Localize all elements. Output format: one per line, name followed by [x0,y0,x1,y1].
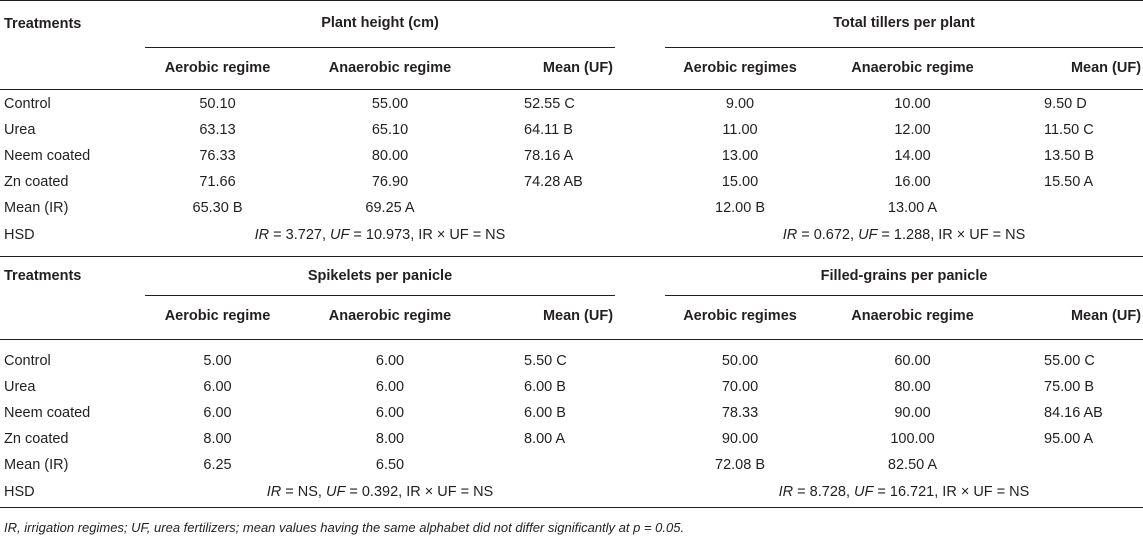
ir-value: = 8.728, [793,483,855,500]
table-cell: 72.08 B [715,457,765,474]
table-cell: 50.10 [199,95,236,112]
table-cell: 70.00 [721,378,759,395]
uf-abbr: UF [858,226,878,243]
table-row [0,143,1143,169]
uf-abbr: UF [854,483,874,500]
table-cell: 12.00 [894,121,931,138]
ir-abbr: IR [778,483,794,500]
ir-abbr: IR [254,226,270,243]
panel-2-table [0,257,1143,337]
table-cell: 11.50 C [1044,121,1094,138]
table-cell: 90.00 [894,404,931,421]
col-header-mean-uf: Mean (UF) [1070,60,1142,76]
table-cell: 78.33 [721,404,759,421]
hsd-value-tillers [665,221,1143,247]
table-cell: 9.50 D [1044,95,1087,112]
table-cell: 13.00 [721,147,759,164]
table-cell: 14.00 [894,147,931,164]
col-header-anaerobic: Anaerobic regime [851,60,974,76]
table-cell: 15.00 [721,174,759,191]
table-cell: 8.00 [375,431,405,448]
table-cell: 80.00 [894,378,931,395]
table-cell: 6.50 [375,457,405,474]
table-cell [490,195,615,221]
table-cell: 6.00 [203,404,232,421]
table-cell: 65.10 [371,121,409,138]
row-label: Urea [4,121,36,138]
row-label: HSD [4,483,35,500]
table-cell: 10.00 [894,95,931,112]
ir-value: = 0.672, [797,226,859,243]
table-cell: 5.00 [203,352,232,369]
ir-value: = NS, [281,483,326,500]
col-header-anaerobic: Anaerobic regime [851,308,974,325]
group-header-filled-grains: Filled-grains per panicle [665,257,1143,295]
table-cell: 80.00 [371,147,409,164]
col-header-aerobic: Aerobic regimes [683,308,797,325]
uf-abbr: UF [326,483,346,500]
col-header-anaerobic: Anaerobic regime [328,308,452,325]
table-cell: 6.25 [203,457,232,474]
table-row [0,195,1143,221]
row-label: Mean (IR) [4,200,69,217]
table-cell: 55.00 [371,95,409,112]
table-cell: 100.00 [890,431,935,448]
panel-1-body [0,89,1143,248]
group-header-plant-height: Plant height (cm) [145,0,615,47]
table-row [0,400,1143,426]
ir-value: = 3.727, [269,226,331,243]
table-row [0,348,1143,374]
table-cell [490,452,615,478]
uf-value: = 16.721, IR × UF = NS [873,483,1030,500]
table-row-hsd [0,221,1143,247]
uf-value: = 0.392, IR × UF = NS [345,483,494,500]
table-cell: 95.00 A [1044,431,1094,448]
row-label: Control [4,95,51,112]
uf-abbr: UF [330,226,350,243]
table-cell: 76.33 [199,147,236,164]
col-header-mean-uf: Mean (UF) [1070,308,1142,325]
table-cell: 6.00 [375,404,405,421]
table-cell: 11.00 [722,121,758,138]
treatments-header: Treatments [4,15,82,32]
row-label: Neem coated [4,147,91,164]
table-cell: 6.00 B [524,378,566,395]
row-label: Zn coated [4,174,69,191]
table-cell: 65.30 B [192,200,243,217]
col-header-mean-uf: Mean (UF) [542,308,614,325]
table-cell: 52.55 C [524,95,575,112]
table-cell: 6.00 B [524,404,566,421]
table-cell: 63.13 [199,121,236,138]
table-cell: 9.00 [725,95,755,112]
table-cell: 13.50 B [1044,147,1094,164]
group-header-spikelets: Spikelets per panicle [145,257,615,295]
table-cell: 55.00 C [1044,352,1095,369]
table-cell: 8.00 A [524,431,566,448]
table-cell: 78.16 A [524,147,574,164]
table-cell: 8.00 [203,431,232,448]
ir-abbr: IR [782,226,798,243]
table-cell: 50.00 [721,352,759,369]
row-label: Zn coated [4,431,69,448]
table-row [0,91,1143,117]
table-cell: 71.66 [199,174,236,191]
table-row [0,169,1143,195]
table-row-hsd [0,478,1143,504]
row-label: HSD [4,226,35,243]
table-cell [1010,195,1143,221]
group-header-total-tillers: Total tillers per plant [665,0,1143,47]
hsd-value-plant-height [145,221,615,247]
table-row [0,374,1143,400]
table-cell: 6.00 [375,352,405,369]
row-label: Urea [4,378,36,395]
table-cell: 76.90 [371,174,409,191]
row-label: Control [4,352,51,369]
table-cell: 69.25 A [365,200,415,217]
table-cell: 60.00 [894,352,931,369]
row-label: Mean (IR) [4,457,69,474]
table-cell: 6.00 [203,378,232,395]
col-header-anaerobic: Anaerobic regime [328,60,452,76]
row-label: Neem coated [4,404,91,421]
table-cell: 16.00 [894,174,931,191]
table-cell: 82.50 A [887,457,938,474]
table-row [0,117,1143,143]
ir-abbr: IR [266,483,282,500]
table-cell: 74.28 AB [524,174,583,191]
panel-2-body [0,339,1143,505]
col-header-aerobic: Aerobic regime [164,60,271,76]
table-cell: 15.50 A [1044,174,1094,191]
col-header-aerobic: Aerobic regimes [683,60,797,76]
hsd-value-spikelets [145,478,615,504]
table-cell [1010,452,1143,478]
table-row [0,452,1143,478]
table-row [0,426,1143,452]
table-cell: 12.00 B [715,200,765,217]
table-bottom-rule [0,507,1143,508]
table-cell: 75.00 B [1044,378,1094,395]
table-footnote: IR, irrigation regimes; UF, urea fertilizers; mean values having the same alphabet did not differ significantly at p = 0.05. [4,520,685,535]
table-cell: 13.00 A [887,200,938,217]
treatments-header: Treatments [4,268,82,284]
col-header-mean-uf: Mean (UF) [542,60,614,76]
uf-value: = 1.288, IR × UF = NS [877,226,1026,243]
table-cell: 64.11 B [524,121,573,138]
uf-value: = 10.973, IR × UF = NS [349,226,506,243]
table-cell: 5.50 C [524,352,567,369]
hsd-value-filled-grains [665,478,1143,504]
table-cell: 84.16 AB [1044,404,1103,421]
table-cell: 90.00 [721,431,759,448]
col-header-aerobic: Aerobic regime [164,308,271,325]
table-cell: 6.00 [375,378,405,395]
